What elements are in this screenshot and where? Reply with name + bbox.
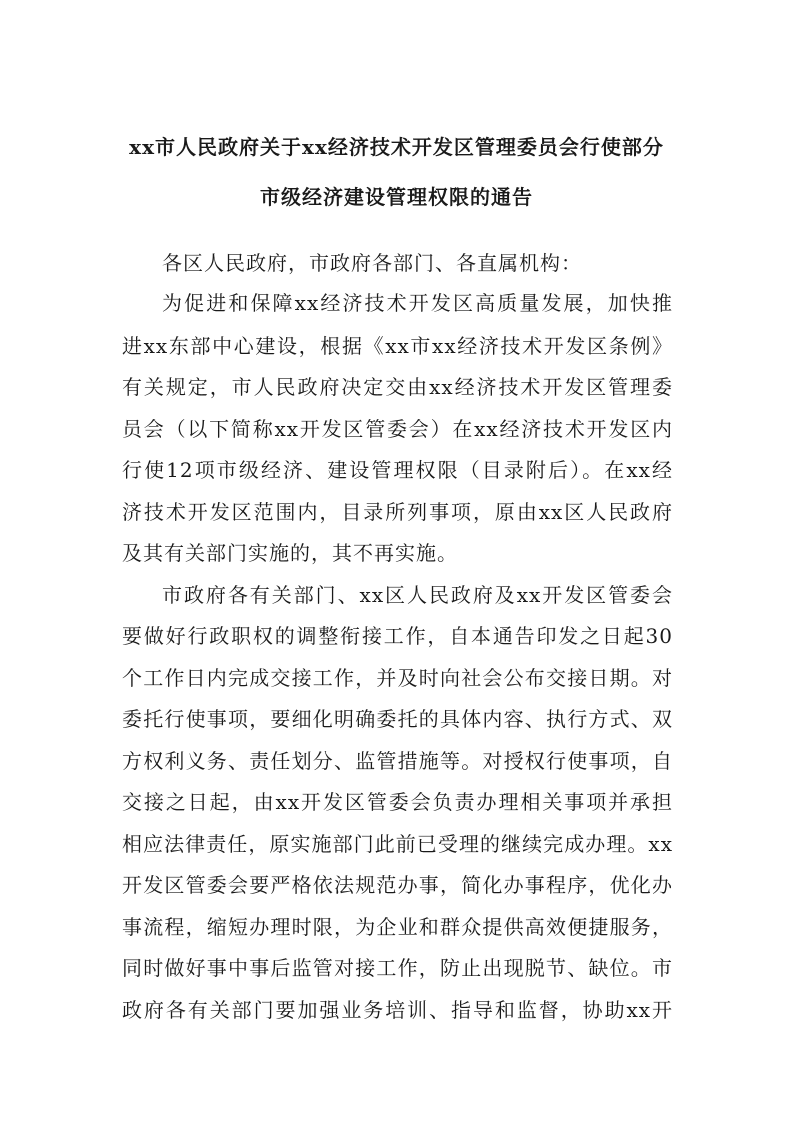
paragraph-2-line-1: 市政府各有关部门、xx区人民政府及xx开发区管委会	[162, 583, 673, 607]
paragraph-2-line-6: 交接之日起，由xx开发区管委会负责办理相关事项并承担	[122, 790, 673, 814]
paragraph-1-line-4: 员会（以下简称xx开发区管委会）在xx经济技术开发区内	[122, 417, 673, 441]
paragraph-1-line-7: 及其有关部门实施的，其不再实施。	[122, 541, 458, 565]
paragraph-1-line-5: 行使12项市级经济、建设管理权限（目录附后）。在xx经	[122, 458, 673, 482]
paragraph-2-line-4: 委托行使事项，要细化明确委托的具体内容、执行方式、双	[122, 707, 673, 731]
paragraph-2-line-10: 同时做好事中事后监管对接工作，防止出现脱节、缺位。市	[122, 956, 673, 980]
paragraph-2-line-9: 事流程，缩短办理时限，为企业和群众提供高效便捷服务，	[122, 915, 673, 939]
document-title-line-2: 市级经济建设管理权限的通告	[260, 185, 533, 209]
paragraph-2-line-8: 开发区管委会要严格依法规范办事，简化办事程序，优化办	[122, 873, 673, 897]
paragraph-1-line-3: 有关规定，市人民政府决定交由xx经济技术开发区管理委	[122, 375, 673, 399]
paragraph-2-line-11: 政府各有关部门要加强业务培训、指导和监督，协助xx开	[122, 998, 673, 1022]
document-title-line-1: xx市人民政府关于xx经济技术开发区管理委员会行使部分	[129, 135, 664, 159]
paragraph-1-line-6: 济技术开发区范围内，目录所列事项，原由xx区人民政府	[122, 500, 673, 524]
paragraph-2-line-7: 相应法律责任，原实施部门此前已受理的继续完成办理。xx	[122, 832, 673, 856]
salutation: 各区人民政府，市政府各部门、各直属机构：	[162, 251, 582, 275]
paragraph-2-line-3: 个工作日内完成交接工作，并及时向社会公布交接日期。对	[122, 666, 673, 690]
paragraph-1-line-1: 为促进和保障xx经济技术开发区高质量发展，加快推	[162, 291, 673, 315]
paragraph-2-line-5: 方权利义务、责任划分、监管措施等。对授权行使事项，自	[122, 749, 673, 773]
paragraph-2-line-2: 要做好行政职权的调整衔接工作，自本通告印发之日起30	[122, 624, 673, 648]
paragraph-1-line-2: 进xx东部中心建设，根据《xx市xx经济技术开发区条例》	[122, 334, 673, 358]
